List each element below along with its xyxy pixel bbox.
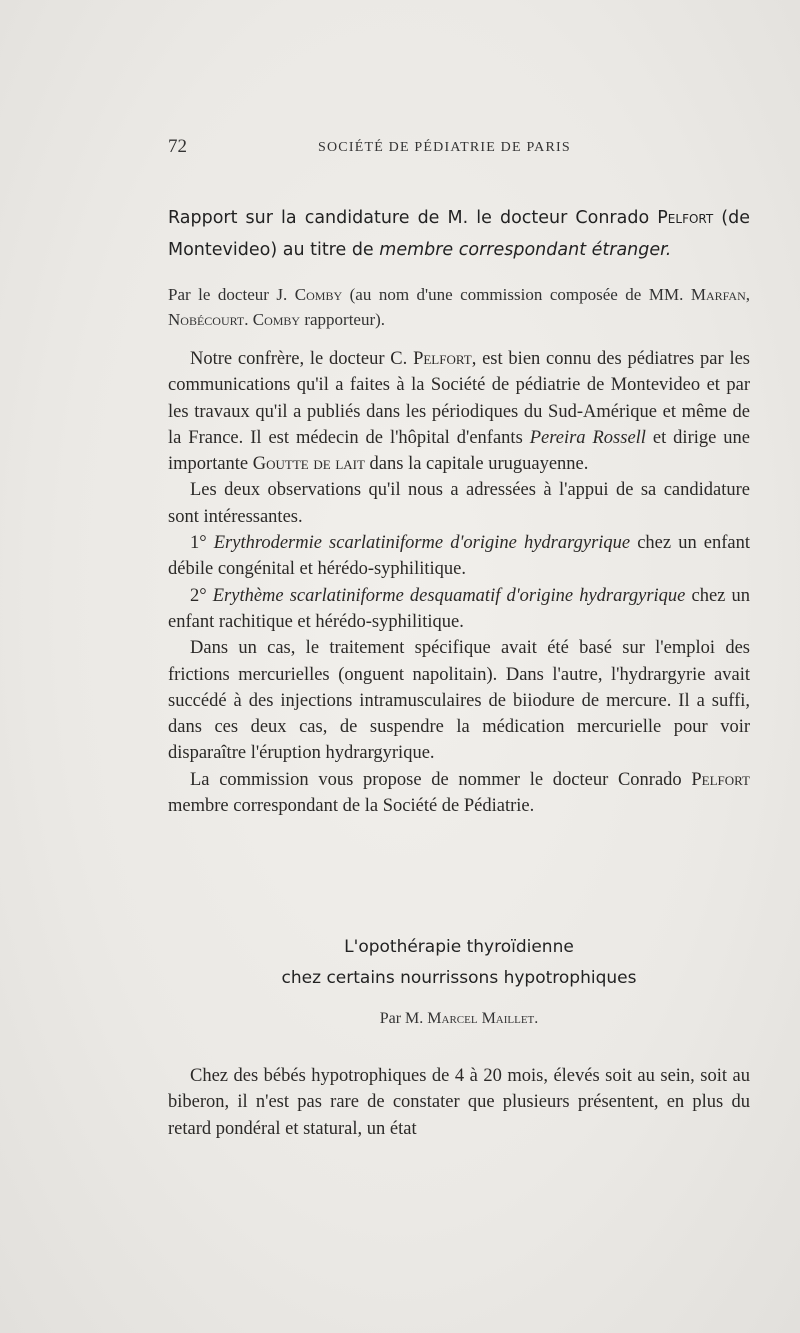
page-number: 72 <box>168 136 187 157</box>
byline-part2: (au nom d'une commission composée de MM. <box>342 285 691 304</box>
report-title-part2: (de Montevideo) au titre de <box>168 208 751 260</box>
p4-num: 2° <box>190 585 213 606</box>
byline-members: Marfan, Nobécourt. Comby <box>168 285 750 329</box>
report-paragraph-3 <box>168 530 750 583</box>
report-title-part1: Rapport sur la candidature de M. le docteur Conrado <box>168 208 658 228</box>
p6-name: Pelfort <box>691 769 750 790</box>
p3-rest: chez un enfant débile congénital et hérédo-syphilitique. <box>168 533 750 580</box>
p1-a: Notre confrère, le docteur C. <box>190 349 414 369</box>
article-paragraph-1: Chez des bébés hypotrophiques de 4 à 20 mois, élevés soit au sein, soit au biberon, il n'est pas rare de constater que plusieurs présentent, en plus du retard pondéral et statural, un état <box>168 1066 750 1139</box>
p4-italic: Erythème scarlatiniforme desquamatif d'origine hydrargyrique <box>212 585 686 606</box>
report-title-name: Pelfort <box>657 208 714 228</box>
report-byline <box>168 282 750 332</box>
p1-c: et dirige une importante <box>168 427 750 475</box>
byline-part3: rapporteur). <box>300 310 386 329</box>
report-paragraph-5: Dans un cas, le traitement spécifique avait été basé sur l'emploi des frictions mercurielles (onguent napolitain). Dans l'autre, l'hydrargyrie avait succédé à des injections intramusculaires de biiodure de mercure. Il a suffi, dans ces deux cas, de suspendre la médication mercurielle pour voir disparaître l'éruption hydrargyrique. <box>168 638 750 764</box>
journal-title: SOCIÉTÉ DE PÉDIATRIE DE PARIS <box>318 140 571 155</box>
p1-b: , est bien connu des pédiatres par les communications qu'il a faites à la Société de pédiatrie de Montevideo et par les travaux qu'il a publiés dans les périodiques du Sud-Amérique et même de la France. Il est médecin de l'hôpital d'enfants <box>168 349 750 448</box>
article-title <box>168 932 750 994</box>
report-paragraph-2: Les deux observations qu'il nous a adressées à l'appui de sa candidature sont intéressantes. <box>168 480 750 527</box>
running-head <box>168 136 748 160</box>
author-prefix: Par M. <box>379 1010 428 1027</box>
report-body <box>168 346 750 819</box>
report-title <box>168 202 750 266</box>
report-title-italic: membre correspondant étranger. <box>379 240 672 260</box>
report-paragraph-1 <box>168 346 750 477</box>
p6-a: La commission vous propose de nommer le docteur Conrado <box>190 769 692 790</box>
p4-rest: chez un enfant rachitique et hérédo-syphilitique. <box>168 585 750 632</box>
article-title-line-1: L'opothérapie thyroïdienne <box>344 937 574 957</box>
author-name: Marcel Maillet. <box>427 1010 539 1027</box>
p3-num: 1° <box>190 533 214 554</box>
report-paragraph-6 <box>168 767 750 820</box>
report-paragraph-4 <box>168 583 750 636</box>
p1-goutte: Goutte de lait <box>252 454 365 475</box>
p1-d: dans la capitale uruguayenne. <box>364 454 589 475</box>
p1-hospital: Pereira Rossell <box>529 427 646 448</box>
article-title-line-2: chez certains nourrissons hypotrophiques <box>281 968 637 988</box>
p1-name: Pelfort <box>413 349 472 369</box>
byline-comby: Comby <box>294 285 343 304</box>
p3-italic: Erythrodermie scarlatiniforme d'origine hydrargyrique <box>213 533 631 554</box>
byline-part1: Par le docteur J. <box>168 285 295 304</box>
article-author <box>168 1010 750 1028</box>
p6-b: membre correspondant de la Société de Pédiatrie. <box>168 796 535 817</box>
article-body <box>168 1063 750 1142</box>
